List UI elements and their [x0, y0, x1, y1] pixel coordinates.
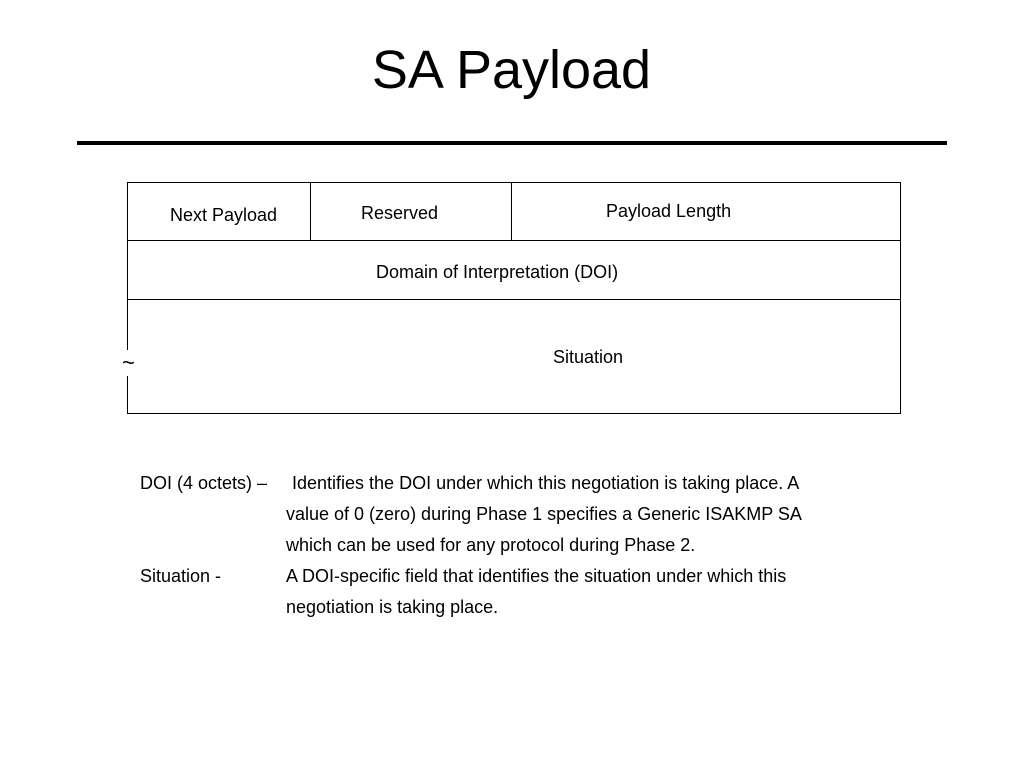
situation-definition-term: Situation - — [140, 566, 222, 586]
situation-definition-line: negotiation is taking place. — [286, 597, 499, 617]
diagram-right-border — [900, 182, 901, 414]
next-payload-divider — [310, 182, 311, 241]
slide-title: SA Payload — [371, 40, 652, 100]
title-underline — [77, 141, 947, 145]
doi-definition-line: value of 0 (zero) during Phase 1 specifies a Generic ISAKMP SA — [286, 504, 802, 524]
doi-definition-line: Identifies the DOI under which this negotiation is taking place. A — [292, 473, 800, 493]
diagram-bottom-border — [127, 413, 901, 414]
situation-field: Situation — [553, 347, 624, 367]
row1-bottom-border — [127, 240, 901, 241]
situation-definition-line: A DOI-specific field that identifies the situation under which this — [286, 566, 787, 586]
diagram-top-border — [127, 182, 901, 183]
doi-field: Domain of Interpretation (DOI) — [376, 262, 619, 282]
reserved-divider — [511, 182, 512, 241]
payload-length-field: Payload Length — [606, 201, 732, 221]
reserved-field: Reserved — [361, 203, 439, 223]
next-payload-field: Next Payload — [170, 205, 278, 225]
diagram-left-border — [127, 182, 128, 414]
variable-length-tilde: ~ — [122, 350, 135, 375]
row2-bottom-border — [127, 299, 901, 300]
doi-definition-line: which can be used for any protocol during Phase 2. — [286, 535, 696, 555]
doi-definition-term: DOI (4 octets) – — [140, 473, 268, 493]
